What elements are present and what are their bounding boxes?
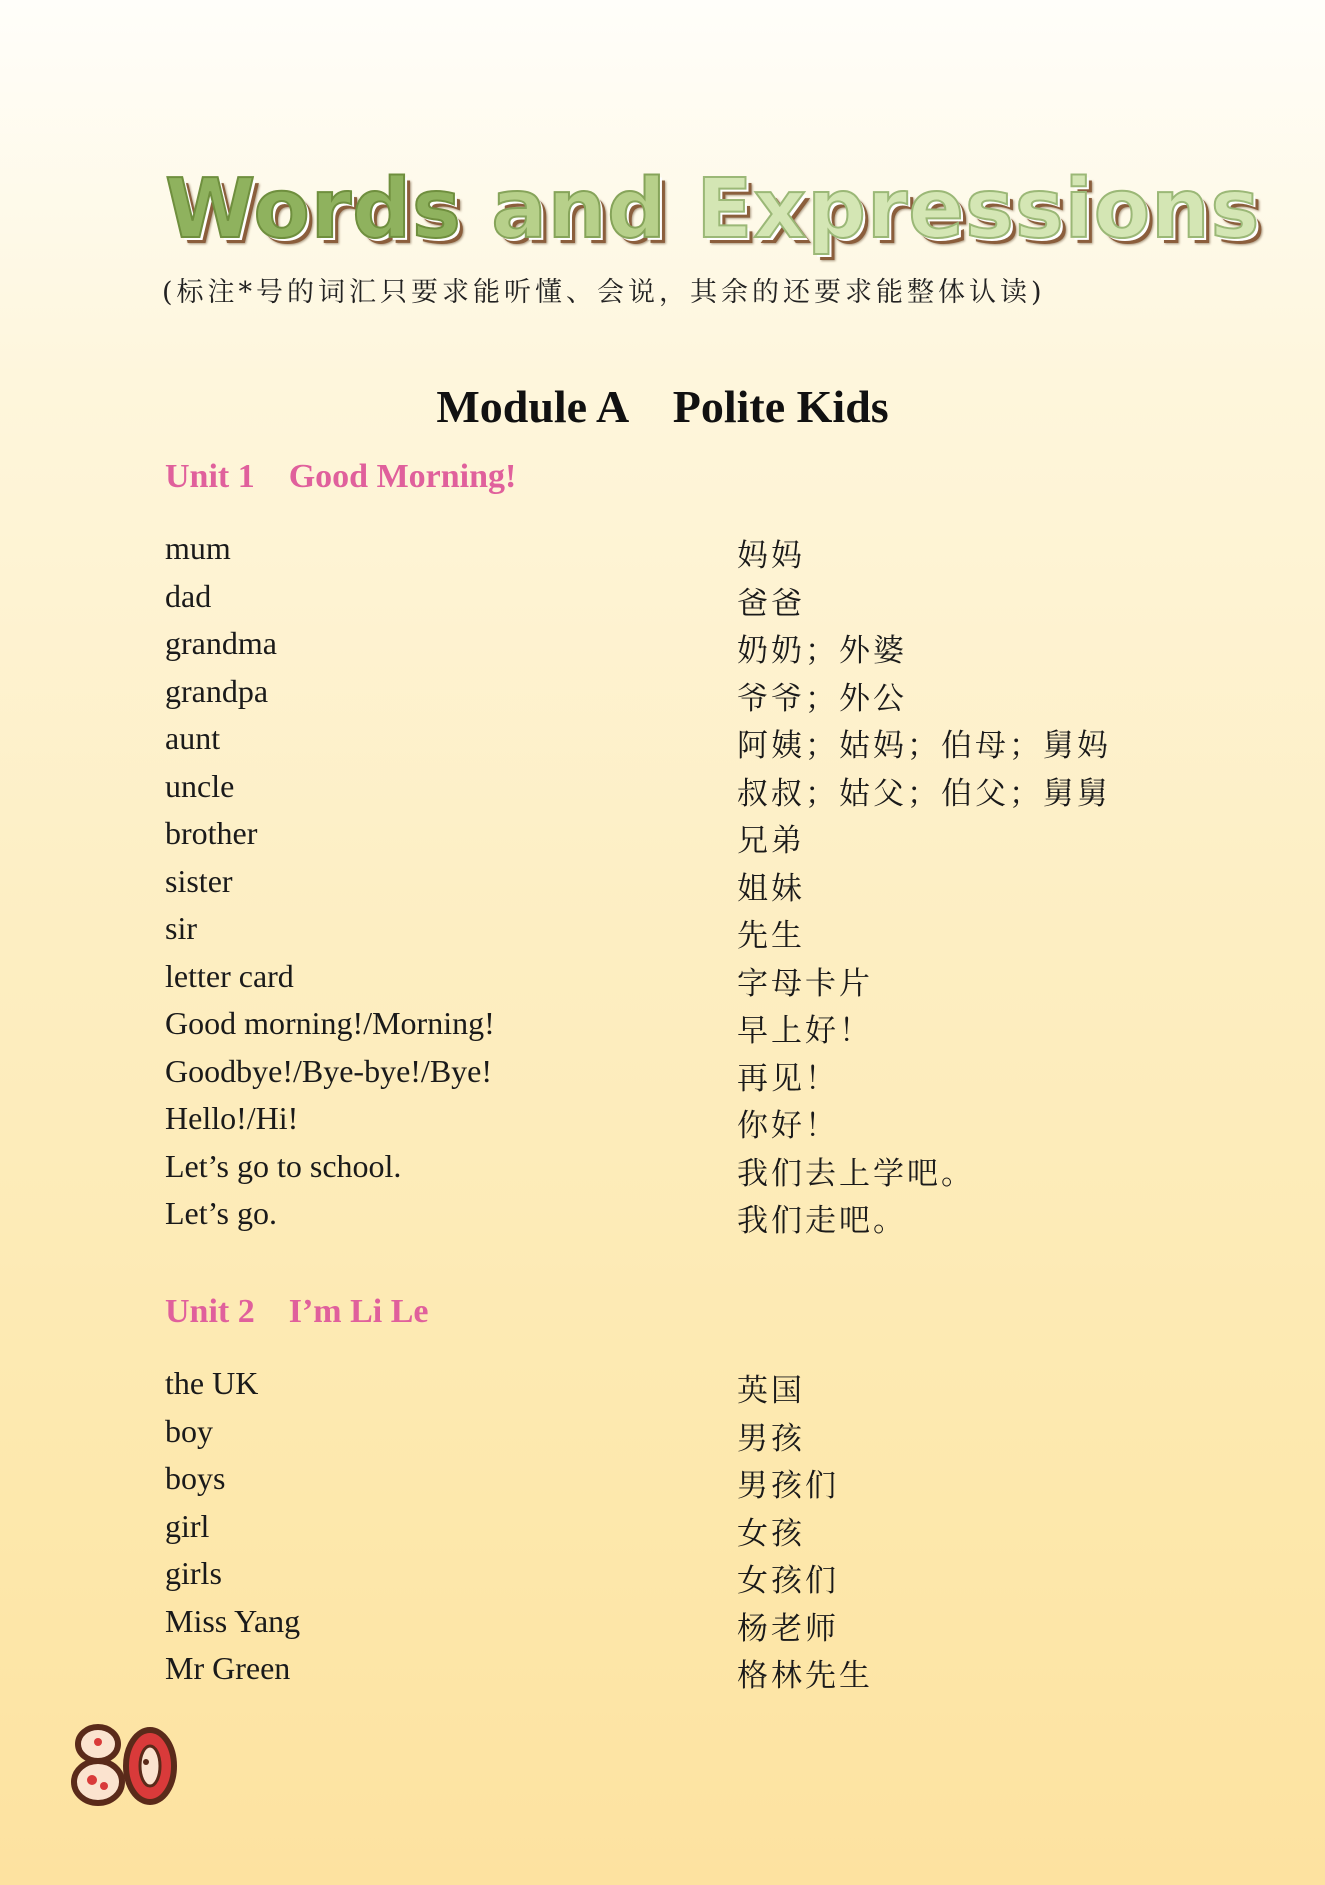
title-word-3: Expressions	[696, 162, 1261, 257]
vocab-english: the UK	[165, 1365, 259, 1401]
vocab-row	[165, 958, 1165, 1006]
vocab-chinese: 早上好！	[737, 1013, 873, 1049]
vocab-row	[165, 910, 1165, 958]
vocab-chinese: 格林先生	[737, 1658, 873, 1694]
vocab-row	[165, 673, 1165, 721]
page-title	[165, 160, 1261, 260]
module-title: Module A Polite Kids	[436, 381, 889, 432]
vocab-row	[165, 1005, 1165, 1053]
vocab-row	[165, 578, 1165, 626]
vocab-row	[165, 1148, 1165, 1196]
vocab-english: letter card	[165, 957, 294, 994]
vocab-chinese: 字母卡片	[737, 965, 873, 1002]
title-word-2: and	[491, 162, 667, 257]
vocab-chinese: 女孩	[737, 1515, 805, 1552]
unit-1-heading: Unit 1 Good Morning!	[165, 458, 517, 495]
vocab-chinese: 爸爸	[737, 585, 805, 622]
vocab-english: Let’s go to school.	[165, 1147, 402, 1184]
vocab-row	[165, 1100, 1165, 1148]
vocab-english: mum	[165, 530, 231, 566]
vocab-chinese: 姐妹	[737, 870, 805, 907]
vocab-chinese: 再见！	[737, 1060, 839, 1097]
vocab-english: girl	[165, 1507, 210, 1544]
vocab-row	[165, 815, 1165, 863]
vocab-chinese: 杨老师	[737, 1610, 839, 1647]
vocab-chinese: 我们去上学吧。	[737, 1155, 975, 1192]
vocab-chinese: 男孩们	[737, 1468, 839, 1504]
page-number	[70, 1722, 182, 1806]
vocab-row	[165, 1365, 1165, 1413]
vocab-row	[165, 1508, 1165, 1556]
vocab-english: girls	[165, 1555, 222, 1591]
vocab-chinese: 兄弟	[737, 823, 805, 859]
vocab-english: uncle	[165, 767, 235, 804]
vocab-row	[165, 1460, 1165, 1508]
vocab-english: Hello!/Hi!	[165, 1100, 299, 1136]
vocab-english: brother	[165, 815, 258, 851]
vocab-chinese: 先生	[737, 918, 805, 954]
vocab-english: grandpa	[165, 672, 269, 709]
vocab-chinese: 女孩们	[737, 1563, 839, 1599]
vocab-chinese: 爷爷；外公	[737, 680, 907, 717]
vocab-chinese: 阿姨；姑妈；伯母；舅妈	[737, 728, 1111, 764]
vocab-row	[165, 768, 1165, 816]
vocab-english: aunt	[165, 720, 221, 756]
vocab-chinese: 男孩	[737, 1420, 805, 1457]
vocab-row	[165, 625, 1165, 673]
vocab-chinese: 妈妈	[737, 538, 805, 574]
vocab-row	[165, 1603, 1165, 1651]
vocab-english: grandma	[165, 625, 277, 661]
vocab-row	[165, 863, 1165, 911]
unit-2-heading: Unit 2 I’m Li Le	[165, 1293, 429, 1330]
vocab-row	[165, 1650, 1165, 1698]
vocab-english: Good morning!/Morning!	[165, 1005, 495, 1041]
title-word-1: Words	[165, 162, 462, 257]
vocab-row	[165, 530, 1165, 578]
vocab-chinese: 我们走吧。	[737, 1203, 907, 1239]
vocab-english: dad	[165, 577, 212, 614]
page-number-text	[182, 1722, 183, 1723]
unit-1-vocab-list	[165, 530, 1165, 1243]
instruction-note: (标注*号的词汇只要求能听懂、会说，其余的还要求能整体认读)	[162, 277, 1046, 308]
vocab-english: Let’s go.	[165, 1195, 277, 1231]
vocab-row	[165, 1053, 1165, 1101]
vocab-english: Mr Green	[165, 1650, 291, 1686]
vocab-chinese: 英国	[737, 1373, 805, 1409]
vocab-chinese: 奶奶；外婆	[737, 633, 907, 669]
vocab-chinese: 叔叔；姑父；伯父；舅舅	[737, 775, 1111, 812]
vocab-chinese: 你好！	[737, 1108, 839, 1144]
vocab-row	[165, 1555, 1165, 1603]
vocab-english: sister	[165, 862, 233, 899]
vocab-english: Miss Yang	[165, 1602, 301, 1639]
vocab-row	[165, 1195, 1165, 1243]
vocab-english: sir	[165, 910, 197, 946]
vocab-english: boys	[165, 1460, 226, 1496]
unit-2-vocab-list	[165, 1365, 1165, 1698]
vocab-row	[165, 1413, 1165, 1461]
vocab-english: Goodbye!/Bye-bye!/Bye!	[165, 1052, 493, 1089]
vocab-english: boy	[165, 1412, 213, 1449]
vocab-row	[165, 720, 1165, 768]
